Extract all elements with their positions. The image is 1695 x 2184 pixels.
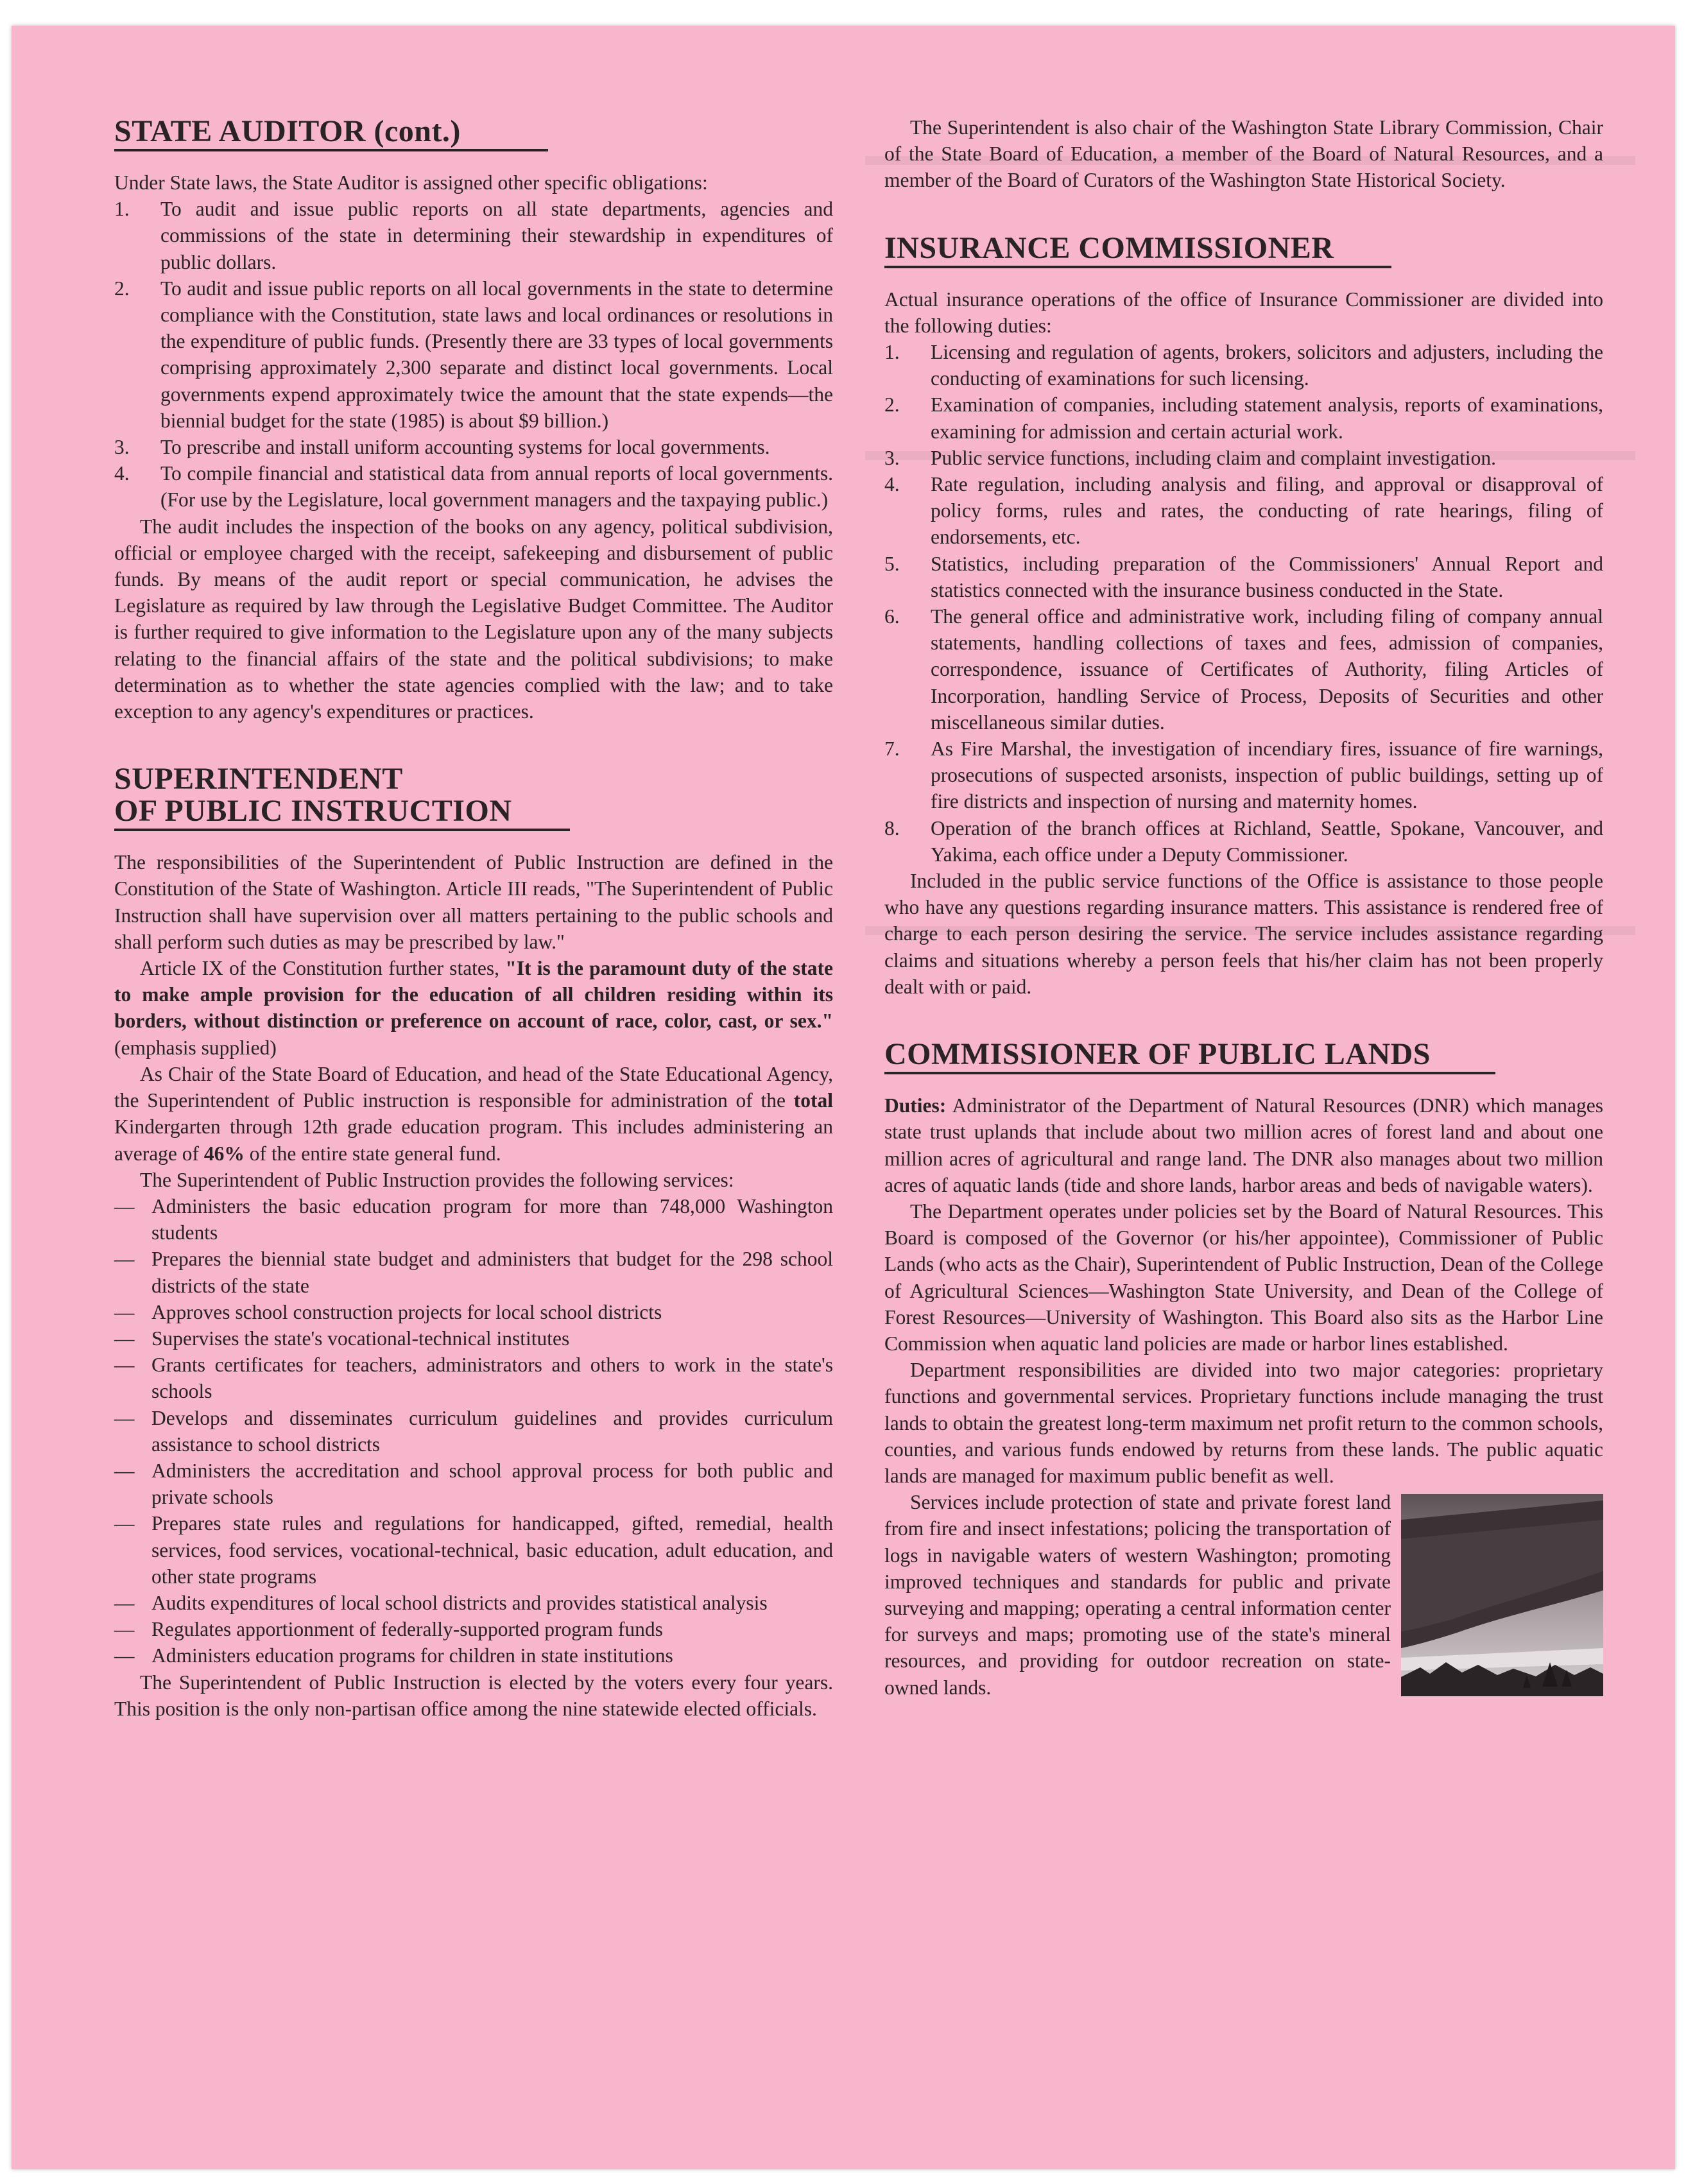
list-item: — Administers the basic education program for more than 748,000 Washington students: [114, 1193, 833, 1246]
public-lands-duties: Duties: Administrator of the Department of Natural Resources (DNR) which manages state trust uplands that include about two million acres of forest land and about one million acres of agricultural and range land. The DNR also manages about two million acres of aquatic lands (tide and shore lands, harbor areas and beds of navigable waters).: [884, 1094, 1603, 1196]
list-item: — Audits expenditures of local school districts and provides statistical analysis: [114, 1590, 833, 1616]
list-item: 3. To prescribe and install uniform accounting systems for local governments.: [114, 436, 770, 459]
list-item: 3. Public service functions, including claim and complaint investigation.: [884, 446, 1496, 469]
insurance-closing: Included in the public service functions of the Office is assistance to those people who have any questions regarding insurance matters. This assistance is rendered free of charge to each person desiring the service. The service includes assistance regarding claims and situations whereby a person feels that his/her claim has not been properly dealt with or paid.: [884, 870, 1603, 998]
superintendent-services-intro: The Superintendent of Public Instruction provides the following services:: [140, 1168, 734, 1191]
list-item: — Administers the accreditation and school approval process for both public and private schools: [114, 1457, 833, 1510]
insurance-commissioner-heading: INSURANCE COMMISSIONER: [884, 232, 1391, 268]
public-lands-services: Services include protection of state and private forest land from fire and insect infestations; policing the transportation of logs in navigable waters of western Washington; promoting improved techniques and standards for public and private surveying and mapping; operating a central information center for surveys and maps; promoting use of the state's mineral resources, and providing for outdoor recreation on state-owned lands.: [884, 1491, 1391, 1699]
superintendent-continued: The Superintendent is also chair of the Washington State Library Commission, Chair of the State Board of Education, a member of the Board of Natural Resources, and a member of the Board of Curators of the Washington State Historical Society.: [884, 116, 1603, 192]
list-item: 4. Rate regulation, including analysis and filing, and approval or disapproval of policy forms, rules and rates, the conducting of rate hearings, filing of endorsements, etc.: [884, 473, 1603, 549]
list-item: — Grants certificates for teachers, administrators and others to work in the state's schools: [114, 1352, 833, 1404]
list-item: 2. Examination of companies, including statement analysis, reports of examinations, examining for admission and certain acturial work.: [884, 393, 1603, 443]
state-auditor-heading: STATE AUDITOR (cont.): [114, 116, 548, 151]
public-lands-board-paragraph: The Department operates under policies set by the Board of Natural Resources. This Board is composed of the Governor (or his/her appointee), Commissioner of Public Lands (who acts as the Chair), Superintendent of Public Instruction, Dean of the College of Agricultural Sciences—Washington State University, and Dean of the College of Forest Resources—University of Washington. This Board also sits as the Harbor Line Commission when aquatic land policies are made or harbor lines established.: [884, 1199, 1603, 1355]
superintendent-closing: The Superintendent of Public Instruction is elected by the voters every four years. This position is the only non-partisan office among the nine statewide elected officials.: [114, 1671, 833, 1720]
document-page: [12, 26, 1675, 2169]
list-item: 4. To compile financial and statistical data from annual reports of local governments. (For use by the Legislature, local government managers and the taxpaying public.): [114, 462, 833, 512]
list-item: 1. To audit and issue public reports on all state departments, agencies and commissions of the state in determining their stewardship in expenditures of public dollars.: [114, 198, 833, 273]
list-item: 8. Operation of the branch offices at Richland, Seattle, Spokane, Vancouver, and Yakima, each office under a Deputy Commissioner.: [884, 816, 1603, 866]
list-item: 2. To audit and issue public reports on all local governments in the state to determine compliance with the Constitution, state laws and local ordinances or resolutions in the expenditure of public funds. (Presently there are 33 types of local governments comprising approximately 2,300 separate and distinct local governments. Local governments expend approximately twice the amount that the state expends—the biennial budget for the state (1985) is about $9 billion.): [114, 277, 833, 432]
superintendent-paragraph: The responsibilities of the Superintendent of Public Instruction are defined in the Constitution of the State of Washington. Article III reads, "The Superintendent of Public Instruction shall have supervision over all matters pertaining to the public schools and shall perform such duties as may be prescribed by law.": [114, 851, 833, 953]
forest-landscape-photo: [1401, 1494, 1603, 1696]
left-column: [114, 116, 833, 1722]
insurance-duties-list: [884, 339, 1603, 868]
list-item: — Develops and disseminates curriculum guidelines and provides curriculum assistance to school districts: [114, 1405, 833, 1457]
superintendent-chair-paragraph: As Chair of the State Board of Education, and head of the State Educational Agency, the Superintendent of Public instruction is responsible for administration of the total Kindergarten through 12th grade education program. This includes administering an average of 46% of the entire state general fund.: [114, 1062, 833, 1165]
list-item: 6. The general office and administrative work, including filing of company annual statements, handling collections of taxes and fees, admission of companies, correspondence, issuance of Certificates of Authority, filing Articles of Incorporation, handling Service of Process, Deposits of Securities and other miscellaneous similar duties.: [884, 605, 1603, 734]
list-item: — Prepares the biennial state budget and administers that budget for the 298 school districts of the state: [114, 1246, 833, 1298]
public-lands-responsibilities: Department responsibilities are divided into two major categories: proprietary functions and governmental services. Proprietary functions include managing the trust lands to obtain the greatest long-term maximum net profit return to the common schools, counties, and various funds endowed by returns from these lands. The public aquatic lands are managed for maximum public benefit as well.: [884, 1359, 1603, 1487]
superintendent-services-list: [114, 1193, 833, 1669]
list-item: — Prepares state rules and regulations for handicapped, gifted, remedial, health services, food services, vocational-technical, basic education, adult education, and other state programs: [114, 1510, 833, 1590]
list-item: 1. Licensing and regulation of agents, brokers, solicitors and adjusters, including the conducting of examinations for such licensing.: [884, 341, 1603, 390]
list-item: 5. Statistics, including preparation of the Commissioners' Annual Report and statistics connected with the insurance business conducted in the State.: [884, 552, 1603, 601]
list-item: — Administers education programs for children in state institutions: [114, 1642, 833, 1669]
list-item: — Supervises the state's vocational-technical institutes: [114, 1325, 833, 1352]
superintendent-heading: SUPERINTENDENT OF PUBLIC INSTRUCTION: [114, 763, 570, 831]
state-auditor-obligations: [114, 196, 833, 513]
insurance-intro: Actual insurance operations of the office of Insurance Commissioner are divided into the following duties:: [884, 288, 1603, 337]
public-lands-heading: COMMISSIONER OF PUBLIC LANDS: [884, 1038, 1495, 1074]
state-auditor-intro: Under State laws, the State Auditor is assigned other specific obligations:: [114, 171, 708, 194]
right-column: [884, 114, 1603, 1701]
superintendent-article-ix: Article IX of the Constitution further states, "It is the paramount duty of the state to make ample provision for the education of all children residing within its borders, without distinction or preference on account of race, color, cast, or sex." (emphasis supplied): [114, 957, 833, 1059]
list-item: — Regulates apportionment of federally-supported program funds: [114, 1616, 833, 1642]
list-item: — Approves school construction projects for local school districts: [114, 1299, 833, 1325]
state-auditor-closing: The audit includes the inspection of the books on any agency, political subdivision, official or employee charged with the receipt, safekeeping and disbursement of public funds. By means of the audit report or special communication, he advises the Legislature as required by law through the Legislative Budget Committee. The Auditor is further required to give information to the Legislature upon any of the many subjects relating to the financial affairs of the state and the political subdivisions; to make determination as to whether the state agencies complied with the law; and to take exception to any agency's expenditures or practices.: [114, 515, 833, 723]
list-item: 7. As Fire Marshal, the investigation of incendiary fires, issuance of fire warnings, prosecutions of suspected arsonists, inspection of public buildings, setting up of fire districts and inspection of nursing and maternity homes.: [884, 737, 1603, 813]
